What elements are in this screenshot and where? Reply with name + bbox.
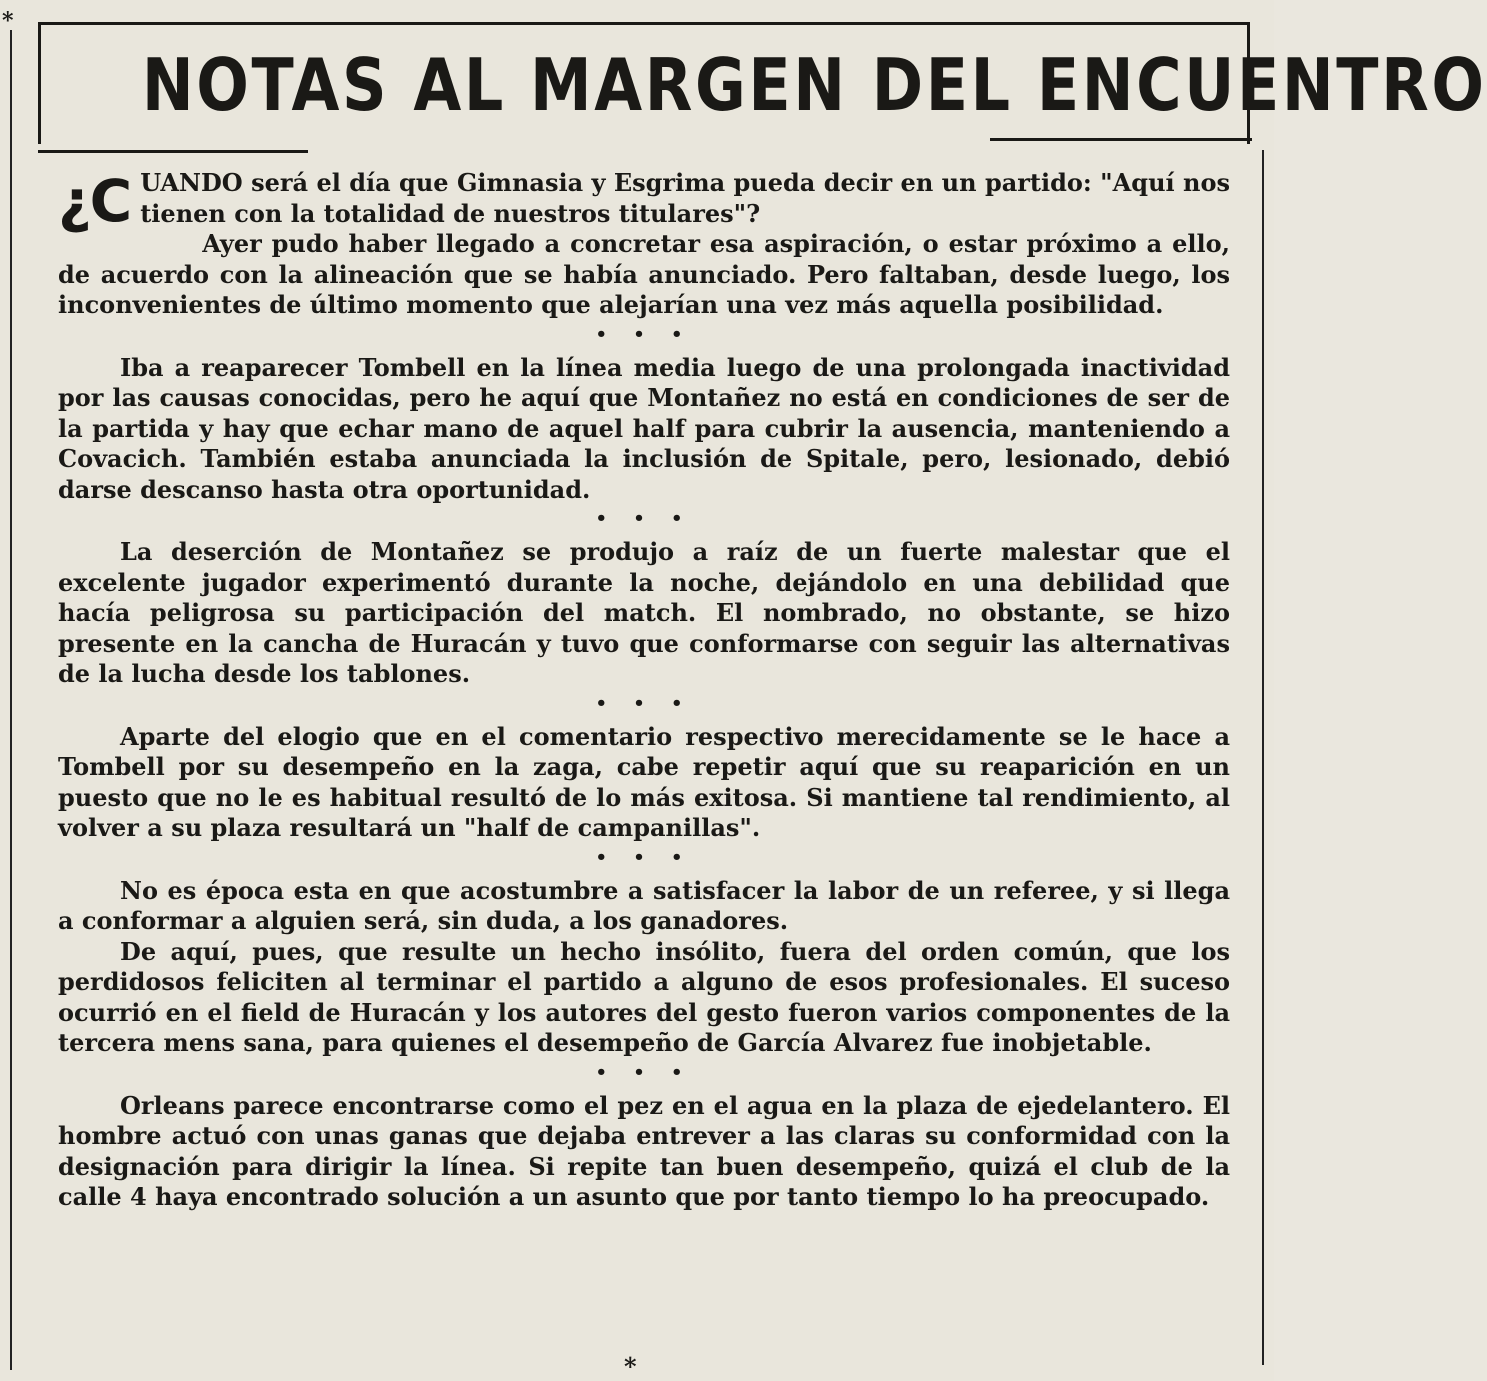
separator-dots: • • • bbox=[595, 323, 693, 345]
star-ornament-top: * bbox=[2, 8, 14, 34]
headline: NOTAS AL MARGEN DEL ENCUENTRO bbox=[141, 43, 1487, 127]
paragraph: Ayer pudo haber llegado a concretar esa aspiración, o estar próximo a ello, de acuerdo con la alineación que se había anunciado. Pero faltaban, desde luego, los inconvenientes de último momento que alejarían una vez más aquella posibilidad. bbox=[58, 229, 1230, 319]
paragraph: No es época esta en que acostumbre a satisfacer la labor de un referee, y si llega a conformar a alguien será, sin duda, a los ganadores. bbox=[58, 875, 1230, 935]
separator-dots: • • • bbox=[595, 1061, 693, 1083]
paragraph: Orleans parece encontrarse como el pez en el agua en la plaza de ejedelantero. El hombre actuó con unas ganas que dejaba entrever a las claras su conformidad con la designación para dirigir la línea. Si repite tan buen desempeño, quizá el club de la calle 4 haya encontrado solución a un asunto que por tanto tiempo lo ha preocupado. bbox=[58, 1090, 1230, 1211]
headline-underline-left bbox=[38, 150, 308, 153]
lead-word: UANDO bbox=[140, 168, 243, 197]
right-column-rule bbox=[1262, 150, 1264, 1365]
separator-dots: • • • bbox=[595, 692, 693, 714]
drop-cap: ¿C bbox=[58, 167, 131, 235]
paragraph: La deserción de Montañez se produjo a raíz de un fuerte malestar que el excelente jugador experimentó durante la noche, dejándolo en una debilidad que hacía peligrosa su participación del match. El nombrado, no obstante, se hizo presente en la cancha de Huracán y tuvo que conformarse con seguir las alternativas de la lucha desde los tablones. bbox=[58, 537, 1230, 688]
separator-dots: • • • bbox=[595, 508, 693, 529]
article-body bbox=[58, 168, 1230, 1213]
paragraph-text: será el día que Gimnasia y Esgrima pueda decir en un partido: "Aquí nos tienen con la totalidad de nuestros titulares"? bbox=[140, 168, 1230, 228]
paragraph-intro bbox=[58, 167, 1230, 235]
left-column-rule bbox=[10, 30, 12, 1370]
paragraph: Aparte del elogio que en el comentario respectivo merecidamente se le hace a Tombell por su desempeño en la zaga, cabe repetir aquí que su reaparición en un puesto que no le es habitual resultó de lo más exitosa. Si mantiene tal rendimiento, al volver a su plaza resultará un "half de campanillas". bbox=[58, 721, 1230, 842]
star-ornament-bottom: * bbox=[624, 1352, 637, 1381]
paragraph: Iba a reaparecer Tombell en la línea media luego de una prolongada inactividad por las causas conocidas, pero he aquí que Montañez no está en condiciones de ser de la partida y hay que echar mano de aquel half para cubrir la ausencia, manteniendo a Covacich. También estaba anunciada la inclusión de Spitale, pero, lesionado, debió darse descanso hasta otra oportunidad. bbox=[58, 352, 1230, 504]
paragraph: De aquí, pues, que resulte un hecho insólito, fuera del orden común, que los perdidosos feliciten al terminar el partido a alguno de esos profesionales. El suceso ocurrió en el field de Huracán y los autores del gesto fueron varios componentes de la tercera mens sana, para quienes el desempeño de García Alvarez fue inobjetable. bbox=[58, 936, 1230, 1057]
separator-dots: • • • bbox=[595, 846, 693, 868]
